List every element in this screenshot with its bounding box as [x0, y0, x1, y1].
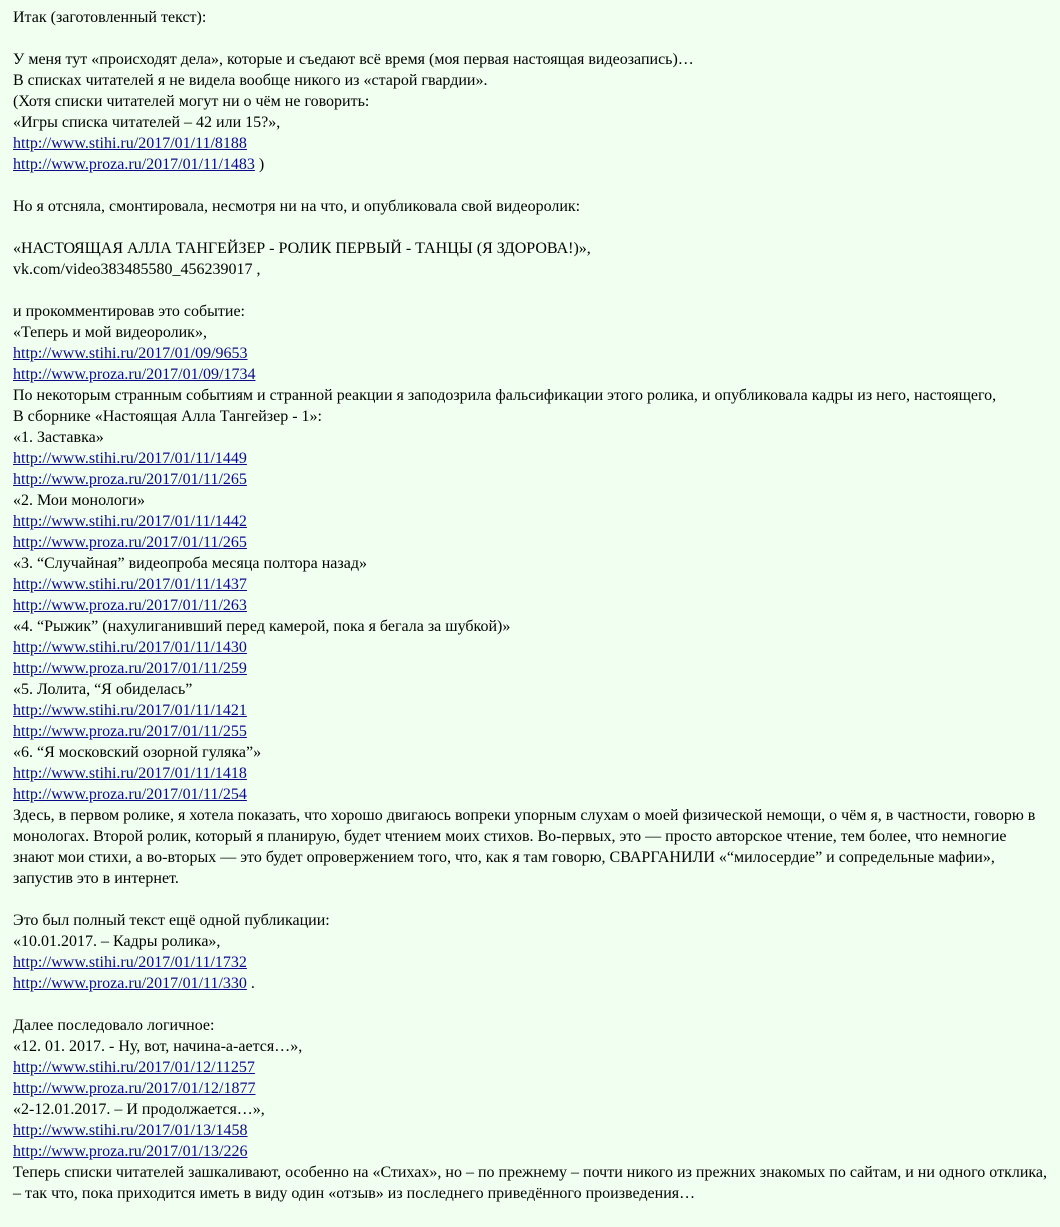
blank-line	[13, 175, 1048, 196]
hyperlink[interactable]: http://www.proza.ru/2017/01/11/255	[13, 723, 247, 740]
link-line	[13, 952, 1048, 973]
hyperlink[interactable]: http://www.stihi.ru/2017/01/11/1437	[13, 576, 247, 593]
hyperlink[interactable]: http://www.proza.ru/2017/01/11/259	[13, 660, 247, 677]
link-line	[13, 700, 1048, 721]
link-line	[13, 1057, 1048, 1078]
link-line	[13, 154, 1048, 175]
text-line: «12. 01. 2017. - Ну, вот, начина-а-ается…»,	[13, 1038, 303, 1055]
paragraph: Здесь, в первом ролике, я хотела показать, что хорошо двигаюсь вопреки упорным слухам о моей физической немощи, о чём я, в частности, говорю в монологах. Второй ролик, который я планирую, будет чтением моих стихов. Во-первых, это — просто авторское чтение, тем более, что немногие знают мои стихи, а во-вторых — это будет опровержением того, что, как я там говорю, СВАРГАНИЛИ «“милосердие” и сопредельные мафии», запустив это в интернет.	[13, 807, 1036, 887]
paragraph: По некоторым странным событиям и странной реакции я заподозрила фальсификации этого ролика, и опубликовала кадры из него, настоящего,	[13, 387, 997, 404]
text-line: «1. Заставка»	[13, 429, 104, 446]
hyperlink[interactable]: http://www.stihi.ru/2017/01/11/1418	[13, 765, 247, 782]
text-line: «5. Лолита, “Я обиделась”	[13, 681, 193, 698]
hyperlink[interactable]: http://www.stihi.ru/2017/01/12/11257	[13, 1059, 255, 1076]
link-line	[13, 448, 1048, 469]
hyperlink[interactable]: http://www.stihi.ru/2017/01/11/1732	[13, 954, 247, 971]
text-line: В списках читателей я не видела вообще никого из «старой гвардии».	[13, 72, 488, 89]
text-line: В сборнике «Настоящая Алла Тангейзер - 1»:	[13, 408, 322, 425]
hyperlink[interactable]: http://www.stihi.ru/2017/01/09/9653	[13, 345, 248, 362]
link-line	[13, 637, 1048, 658]
link-line	[13, 133, 1048, 154]
text-line: (Хотя списки читателей могут ни о чём не говорить:	[13, 93, 370, 110]
text-line: и прокомментировав это событие:	[13, 303, 245, 320]
hyperlink[interactable]: http://www.proza.ru/2017/01/11/265	[13, 534, 247, 551]
text-line: «Теперь и мой видеоролик»,	[13, 324, 207, 341]
text-line: «2. Мои монологи»	[13, 492, 145, 509]
text-line: Итак (заготовленный текст):	[13, 9, 207, 26]
text-line: «2-12.01.2017. – И продолжается…»,	[13, 1101, 265, 1118]
hyperlink[interactable]: http://www.proza.ru/2017/01/12/1877	[13, 1080, 256, 1097]
text-line: «3. “Случайная” видеопроба месяца полтора назад»	[13, 555, 367, 572]
hyperlink[interactable]: http://www.proza.ru/2017/01/11/1483	[13, 156, 255, 173]
link-suffix: )	[254, 156, 265, 173]
link-suffix: .	[246, 975, 255, 992]
hyperlink[interactable]: http://www.proza.ru/2017/01/13/226	[13, 1143, 248, 1160]
link-line	[13, 343, 1048, 364]
link-line	[13, 1141, 1048, 1162]
link-line	[13, 763, 1048, 784]
link-line	[13, 595, 1048, 616]
blank-line	[13, 889, 1048, 910]
link-line	[13, 574, 1048, 595]
hyperlink[interactable]: http://www.proza.ru/2017/01/11/265	[13, 471, 247, 488]
text-line: Но я отсняла, смонтировала, несмотря ни на что, и опубликовала свой видеоролик:	[13, 198, 581, 215]
blank-line	[13, 994, 1048, 1015]
hyperlink[interactable]: http://www.stihi.ru/2017/01/11/1442	[13, 513, 247, 530]
text-line: «10.01.2017. – Кадры ролика»,	[13, 933, 221, 950]
blank-line	[13, 280, 1048, 301]
link-line	[13, 532, 1048, 553]
hyperlink[interactable]: http://www.proza.ru/2017/01/11/330	[13, 975, 247, 992]
text-line: «6. “Я московский озорной гуляка”»	[13, 744, 262, 761]
hyperlink[interactable]: http://www.stihi.ru/2017/01/11/8188	[13, 135, 247, 152]
blank-line	[13, 28, 1048, 49]
text-line: «НАСТОЯЩАЯ АЛЛА ТАНГЕЙЗЕР - РОЛИК ПЕРВЫЙ - ТАНЦЫ (Я ЗДОРОВА!)»,	[13, 240, 591, 257]
link-line	[13, 973, 1048, 994]
link-line	[13, 364, 1048, 385]
hyperlink[interactable]: http://www.stihi.ru/2017/01/11/1421	[13, 702, 247, 719]
link-line	[13, 1120, 1048, 1141]
link-line	[13, 658, 1048, 679]
paragraph: Теперь списки читателей зашкаливают, особенно на «Стихах», но – по прежнему – почти никого из прежних знакомых по сайтам, и ни одного отклика, – так что, пока приходится иметь в виду один «отзыв» из последнего приведённого произведения…	[13, 1164, 1048, 1202]
link-line	[13, 511, 1048, 532]
text-line: «4. “Рыжик” (нахулиганивший перед камерой, пока я бегала за шубкой)»	[13, 618, 511, 635]
link-line	[13, 469, 1048, 490]
text-line: Далее последовало логичное:	[13, 1017, 215, 1034]
text-line: У меня тут «происходят дела», которые и съедают всё время (моя первая настоящая видеозапись)…	[13, 51, 694, 68]
hyperlink[interactable]: http://www.stihi.ru/2017/01/11/1430	[13, 639, 247, 656]
hyperlink[interactable]: http://www.proza.ru/2017/01/11/263	[13, 597, 247, 614]
hyperlink[interactable]: http://www.stihi.ru/2017/01/13/1458	[13, 1122, 248, 1139]
link-line	[13, 784, 1048, 805]
hyperlink[interactable]: http://www.proza.ru/2017/01/09/1734	[13, 366, 256, 383]
link-line	[13, 1078, 1048, 1099]
link-line	[13, 721, 1048, 742]
hyperlink[interactable]: http://www.proza.ru/2017/01/11/254	[13, 786, 247, 803]
blank-line	[13, 217, 1048, 238]
text-line: vk.com/video383485580_456239017 ,	[13, 261, 261, 278]
hyperlink[interactable]: http://www.stihi.ru/2017/01/11/1449	[13, 450, 247, 467]
text-line: Это был полный текст ещё одной публикации:	[13, 912, 330, 929]
text-line: «Игры списка читателей – 42 или 15?»,	[13, 114, 281, 131]
